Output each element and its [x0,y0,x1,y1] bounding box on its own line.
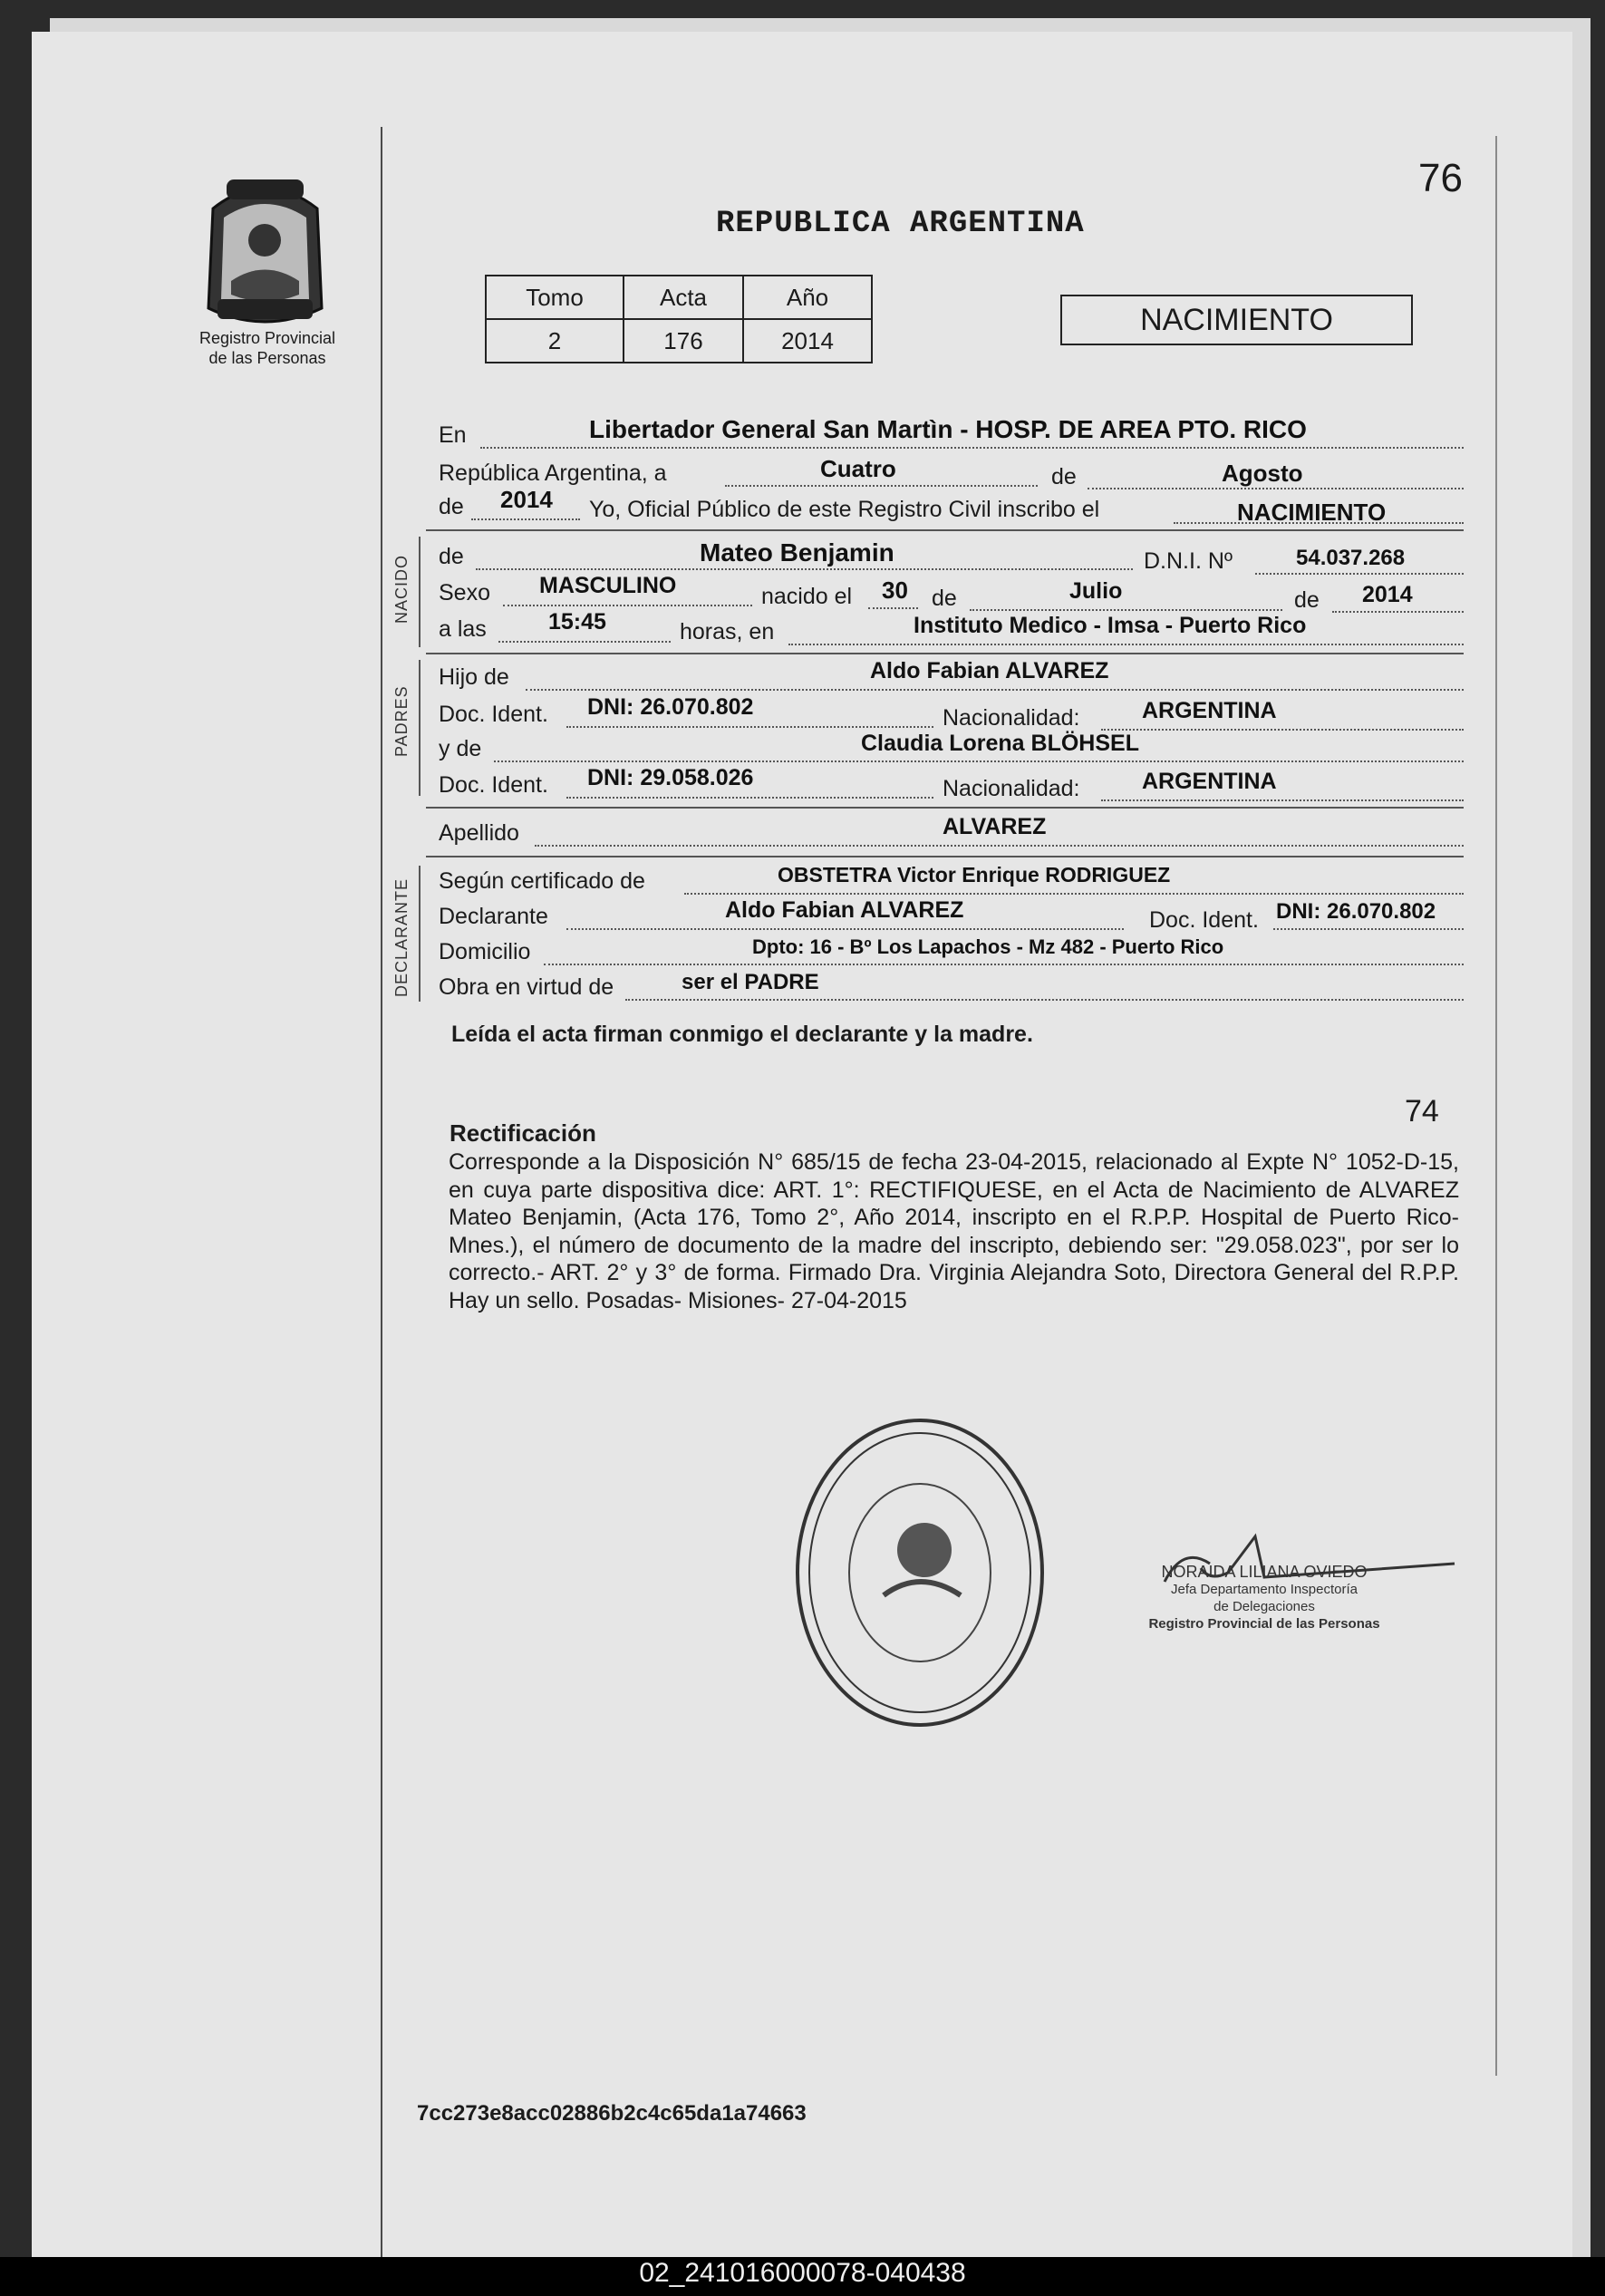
obra-label: Obra en virtud de [439,974,614,1000]
logo-caption: Registro Provincial de las Personas [198,329,336,367]
tomo-acta-anio-table [485,275,873,363]
obra-value: ser el PADRE [682,970,819,994]
dotted-line [471,518,580,520]
cert-label: Según certificado de [439,868,645,894]
certificate-issuer: OBSTETRA Victor Enrique RODRIGUEZ [778,863,1171,886]
declarante-doc-label: Doc. Ident. [1149,907,1259,933]
dotted-line [1273,928,1464,930]
dotted-line [970,609,1282,611]
rectificacion-title: Rectificación [450,1119,596,1147]
section-nacido-label: NACIDO [392,554,411,624]
signer-org: Registro Provincial de las Personas [1148,1616,1380,1632]
section-bar [419,537,421,647]
tomo-value: 2 [486,319,624,363]
dotted-line [476,568,1133,570]
father-nationality: ARGENTINA [1142,698,1277,723]
margin-line [381,127,382,2257]
signer-name: NORAIDA LILIANA OVIEDO [1161,1563,1368,1581]
intro-day: Cuatro [820,455,896,482]
document-hash: 7cc273e8acc02886b2c4c65da1a74663 [417,2101,807,2126]
intro-place: Libertador General San Martìn - HOSP. DE AREA PTO. RICO [589,415,1307,443]
rectificacion-text: Corresponde a la Disposición N° 685/15 de fecha 23-04-2015, relacionado al Expte N° 1052-D-15, en cuya parte dispositiva dice: ART. 1°: RECTIFIQUESE, en el Acta de Nacimiento de ALVAREZ Mateo Benjamin, (Acta 176, Tomo 2°, Año 2014, inscripto en el R.P.P. Hospital de Puerto Rico-Mnes.), el número de documento de la madre del inscripto, debiendo ser: "29.058.023", por ser lo correcto.- ART. 2° y 3° de forma. Firmado Dra. Virginia Alejandra Soto, Directora General del R.P.P. Hay un sello. Posadas- Misiones- 27-04-2015 [449,1149,1459,1313]
dotted-line [566,726,933,728]
oficial-label: Yo, Oficial Público de este Registro Civil inscribo el [589,497,1100,522]
anio-value: 2014 [743,319,872,363]
section-divider [426,807,1464,809]
declarante-doc: DNI: 26.070.802 [1276,899,1436,924]
document-title: REPUBLICA ARGENTINA [716,207,1085,241]
mother-nationality: ARGENTINA [1142,769,1277,794]
intro-inscribe: NACIMIENTO [1237,499,1387,526]
section-declarante-label: DECLARANTE [392,877,411,997]
dotted-line [535,845,1464,847]
a-las-label: a las [439,616,487,642]
child-birth-month: Julio [1069,578,1123,604]
rectificacion-number: 74 [1405,1094,1439,1129]
de-label: de [1051,464,1077,489]
child-name: Mateo Benjamin [700,538,894,567]
de-label-3: de [932,586,957,611]
dotted-line [1088,488,1464,489]
section-bar [419,866,421,1002]
birth-place: Instituto Medico - Imsa - Puerto Rico [914,613,1307,638]
child-birth-year: 2014 [1362,582,1413,607]
nacido-de-label: de [439,544,464,569]
dotted-line [503,605,752,606]
dotted-line [498,641,671,643]
acta-value: 176 [624,319,743,363]
anio-header: Año [743,276,872,319]
dotted-line [1332,611,1464,613]
de-label-4: de [1294,587,1320,613]
declarante-name: Aldo Fabian ALVAREZ [725,897,964,923]
apellido-value: ALVAREZ [943,814,1047,839]
nacido-el-label: nacido el [761,584,853,609]
en-label: En [439,422,467,448]
intro-month: Agosto [1222,460,1303,487]
child-sexo: MASCULINO [539,573,677,598]
registry-seal-stamp-icon [793,1414,1047,1731]
father-name: Aldo Fabian ALVAREZ [870,658,1109,683]
intro-year: 2014 [500,486,553,513]
father-doc: DNI: 26.070.802 [587,694,754,720]
file-identifier: 02_241016000078-040438 [639,2258,966,2288]
child-birth-day: 30 [882,576,908,604]
mother-nat-label: Nacionalidad: [943,776,1080,801]
dotted-line [566,797,933,799]
apellido-label: Apellido [439,820,519,846]
signer-title: Jefa Departamento Inspectoría [1171,1582,1358,1597]
signer-dept: de Delegaciones [1213,1599,1315,1614]
dotted-line [566,928,1124,930]
signature-block [1115,1564,1414,1632]
acta-header: Acta [624,276,743,319]
dotted-line [625,999,1464,1001]
act-type-box: NACIMIENTO [1060,295,1413,345]
dotted-line [526,689,1464,691]
section-padres-label: PADRES [392,685,411,757]
dotted-line [494,760,1464,762]
section-divider [426,529,1464,531]
mother-name: Claudia Lorena BLÖHSEL [861,731,1139,756]
right-margin-line [1495,136,1497,2076]
provincia-misiones-logo-icon [195,172,335,331]
rep-label: República Argentina, a [439,460,667,486]
declarante-label: Declarante [439,904,548,929]
dotted-line [480,447,1464,449]
section-divider [426,856,1464,857]
de-label-2: de [439,494,464,519]
section-divider [426,653,1464,654]
father-nat-label: Nacionalidad: [943,705,1080,731]
child-birth-hour: 15:45 [548,609,606,635]
closing-statement: Leída el acta firman conmigo el declarante y la madre. [451,1022,1033,1047]
horas-label: horas, en [680,619,775,644]
section-bar [419,660,421,796]
dotted-line [725,485,1038,487]
domicilio-value: Dpto: 16 - Bº Los Lapachos - Mz 482 - Puerto Rico [752,935,1224,958]
dotted-line [788,644,1464,645]
father-doc-label: Doc. Ident. [439,702,548,727]
sexo-label: Sexo [439,580,490,605]
dni-label: D.N.I. Nº [1144,548,1233,574]
dotted-line [868,607,918,609]
child-dni: 54.037.268 [1296,546,1406,570]
dotted-line [1101,729,1464,731]
page-number: 76 [1418,156,1463,200]
mother-doc-label: Doc. Ident. [439,772,548,798]
dotted-line [684,893,1464,895]
dotted-line [1255,573,1464,575]
hijo-de-label: Hijo de [439,664,509,690]
dotted-line [1101,799,1464,801]
domicilio-label: Domicilio [439,939,531,964]
mother-doc: DNI: 29.058.026 [587,765,754,790]
dotted-line [544,964,1464,965]
y-de-label: y de [439,736,482,761]
tomo-header: Tomo [486,276,624,319]
